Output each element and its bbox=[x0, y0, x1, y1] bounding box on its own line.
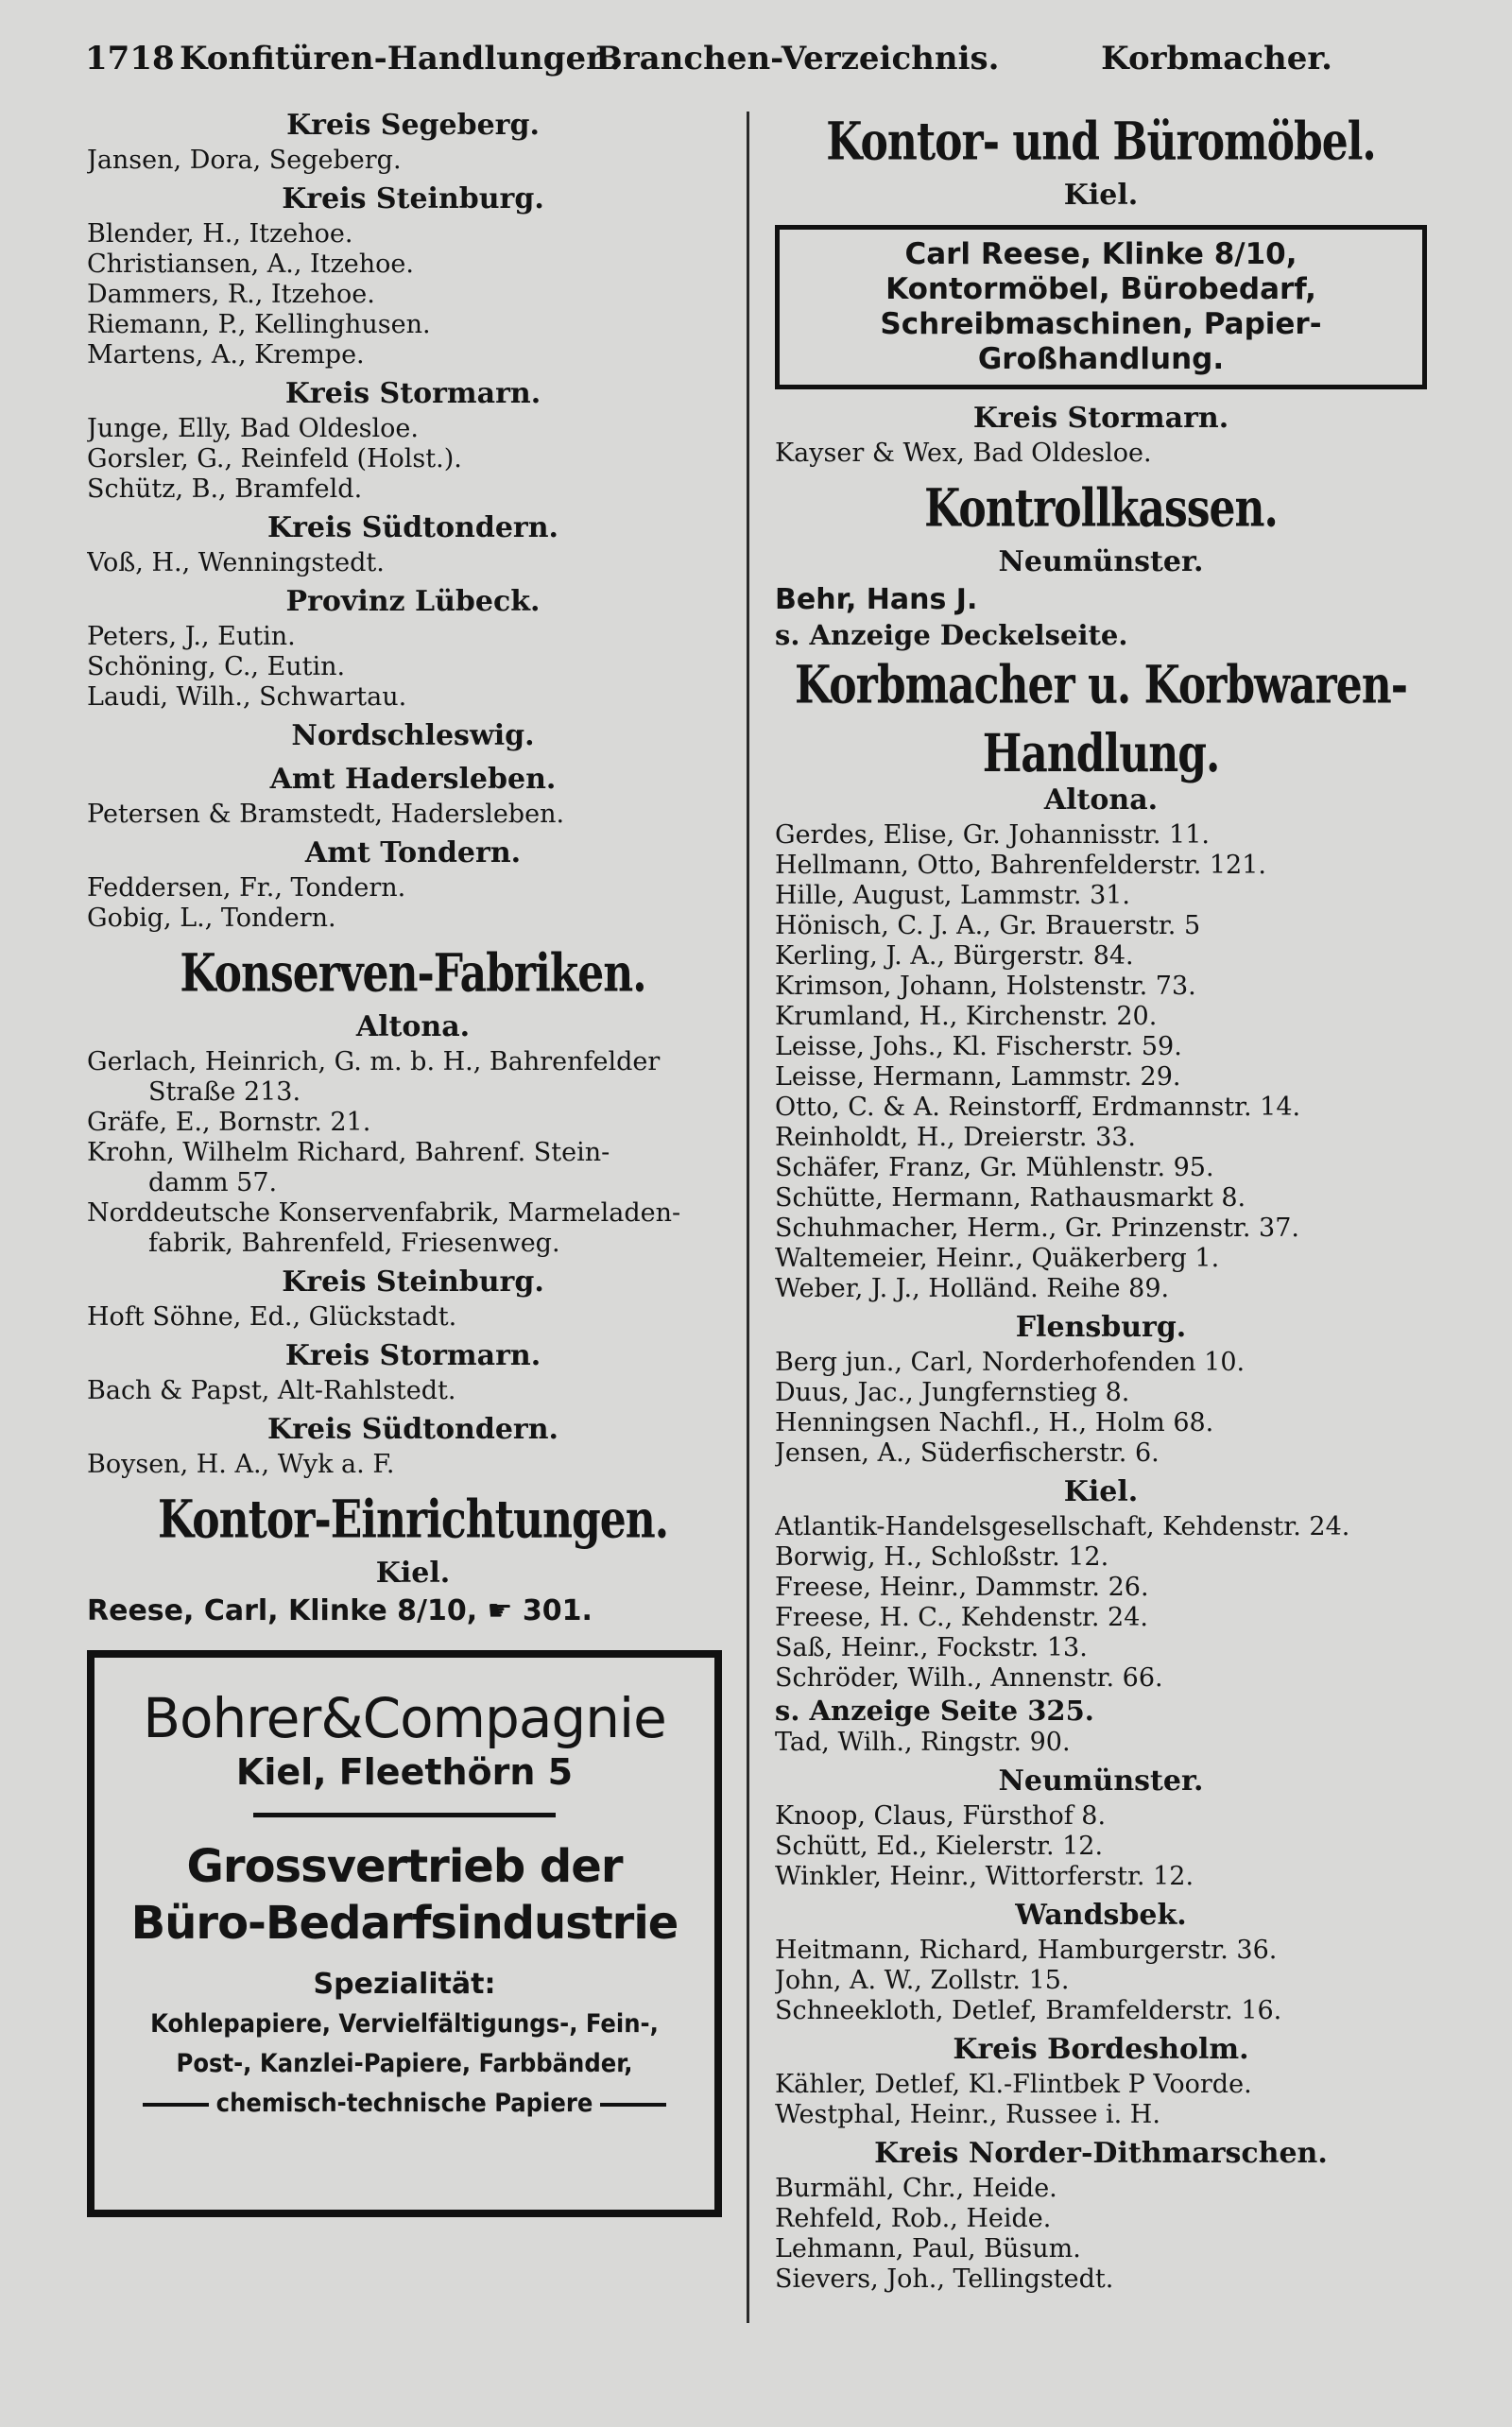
directory-entry-continuation: fabrik, Bahrenfeld, Friesenweg. bbox=[148, 1229, 560, 1258]
directory-entry: Knoop, Claus, Fürsthof 8. bbox=[775, 1801, 1107, 1831]
directory-entry: Hille, August, Lammstr. 31. bbox=[775, 881, 1131, 910]
center-title: Branchen-Verzeichnis. bbox=[595, 40, 1000, 77]
right-column bbox=[775, 102, 1427, 2295]
directory-entry: Sievers, Joh., Tellingstedt. bbox=[775, 2264, 1114, 2294]
directory-entry: Peters, J., Eutin. bbox=[87, 622, 296, 651]
directory-entry: Martens, A., Krempe. bbox=[87, 340, 365, 370]
directory-entry: Voß, H., Wenningstedt. bbox=[87, 548, 385, 577]
ad-company-name: Bohrer&Compagnie bbox=[143, 1686, 666, 1750]
directory-entry: Gerlach, Heinrich, G. m. b. H., Bahrenfelder bbox=[87, 1047, 661, 1076]
directory-entry: Schröder, Wilh., Annenstr. 66. bbox=[775, 1663, 1163, 1693]
region-heading: Kreis Südtondern. bbox=[267, 1413, 558, 1446]
category-heading: Korbmacher u. Korbwaren-Handlung. bbox=[795, 655, 1407, 784]
directory-entry: Krohn, Wilhelm Richard, Bahrenf. Stein- bbox=[87, 1138, 610, 1167]
directory-entry: Riemann, P., Kellinghusen. bbox=[87, 310, 431, 339]
box-line: Schreibmaschinen, Papier- bbox=[880, 307, 1322, 341]
category-heading: Kontor- und Büromöbel. bbox=[826, 112, 1376, 173]
region-heading: Kreis Segeberg. bbox=[286, 109, 540, 142]
region-heading: Altona. bbox=[1043, 783, 1159, 817]
directory-entry: Leisse, Hermann, Lammstr. 29. bbox=[775, 1062, 1181, 1092]
bold-entry: Reese, Carl, Klinke 8/10, ☛ 301. bbox=[87, 1594, 593, 1627]
region-heading: Kreis Bordesholm. bbox=[953, 2033, 1249, 2066]
running-title: Konfitüren-Handlungen. bbox=[180, 40, 621, 77]
box-line: Kontormöbel, Bürobedarf, bbox=[885, 272, 1316, 306]
directory-entry: Krimson, Johann, Holstenstr. 73. bbox=[775, 972, 1196, 1001]
region-heading: Amt Tondern. bbox=[304, 836, 522, 869]
directory-entry: Schöning, C., Eutin. bbox=[87, 652, 346, 681]
directory-entry: Laudi, Wilh., Schwartau. bbox=[87, 682, 407, 712]
directory-entry: Jensen, A., Süderfischerstr. 6. bbox=[775, 1438, 1160, 1468]
reference-note: s. Anzeige Deckelseite. bbox=[775, 619, 1128, 651]
directory-entry: Kayser & Wex, Bad Oldesloe. bbox=[775, 439, 1152, 468]
ad-specialty-label: Spezialität: bbox=[313, 1968, 496, 2001]
directory-entry: Schütte, Hermann, Rathausmarkt 8. bbox=[775, 1183, 1246, 1213]
directory-entry: Otto, C. & A. Reinstorff, Erdmannstr. 14. bbox=[775, 1093, 1301, 1122]
ad-line-1: Kohlepapiere, Vervielfältigungs-, Fein-, bbox=[150, 2009, 659, 2039]
ad-headline-1: Grossvertrieb der bbox=[186, 1840, 623, 1893]
page-number: 1718 bbox=[85, 40, 175, 77]
ad-line-2: Post-, Kanzlei-Papiere, Farbbänder, bbox=[176, 2049, 633, 2078]
directory-entry: Blender, H., Itzehoe. bbox=[87, 219, 353, 249]
region-heading: Kiel. bbox=[1063, 179, 1139, 212]
directory-entry: Schütz, B., Bramfeld. bbox=[87, 474, 363, 504]
directory-entry: Winkler, Heinr., Wittorferstr. 12. bbox=[775, 1862, 1194, 1891]
directory-entry: Boysen, H. A., Wyk a. F. bbox=[87, 1450, 395, 1479]
region-heading: Provinz Lübeck. bbox=[285, 585, 541, 618]
category-heading: Kontor-Einrichtungen. bbox=[157, 1489, 669, 1551]
directory-entry: Petersen & Bramstedt, Hadersleben. bbox=[87, 800, 565, 829]
directory-entry: Lehmann, Paul, Büsum. bbox=[775, 2234, 1081, 2263]
directory-entry: Gerdes, Elise, Gr. Johannisstr. 11. bbox=[775, 820, 1210, 850]
region-heading: Flensburg. bbox=[1015, 1311, 1187, 1344]
column-divider bbox=[747, 112, 749, 2323]
directory-entry: Reinholdt, H., Dreierstr. 33. bbox=[775, 1123, 1137, 1152]
region-heading: Kreis Steinburg. bbox=[282, 182, 544, 215]
box-line: Großhandlung. bbox=[977, 342, 1225, 376]
directory-entry: Christiansen, A., Itzehoe. bbox=[87, 250, 414, 279]
ad-rule bbox=[253, 1813, 556, 1817]
directory-entry: Hoft Söhne, Ed., Glückstadt. bbox=[87, 1302, 457, 1332]
region-heading: Kiel. bbox=[375, 1557, 451, 1590]
directory-entry: Junge, Elly, Bad Oldesloe. bbox=[87, 414, 419, 443]
box-line: Carl Reese, Klinke 8/10, bbox=[904, 237, 1297, 271]
directory-entry: Saß, Heinr., Fockstr. 13. bbox=[775, 1633, 1088, 1662]
bold-entry: Behr, Hans J. bbox=[775, 583, 978, 616]
region-heading: Kreis Norder-Dithmarschen. bbox=[874, 2137, 1328, 2170]
directory-entry: Henningsen Nachfl., H., Holm 68. bbox=[775, 1408, 1214, 1437]
directory-entry: Jansen, Dora, Segeberg. bbox=[87, 146, 402, 175]
directory-entry: Hönisch, C. J. A., Gr. Brauerstr. 5 bbox=[775, 911, 1201, 940]
directory-entry: Gorsler, G., Reinfeld (Holst.). bbox=[87, 444, 462, 473]
directory-entry: Hellmann, Otto, Bahrenfelderstr. 121. bbox=[775, 851, 1267, 880]
region-heading: Kreis Stormarn. bbox=[284, 1339, 541, 1372]
region-heading: Neumünster. bbox=[998, 545, 1204, 578]
ad-line-3: chemisch-technische Papiere bbox=[112, 2084, 697, 2124]
catchword: Korbmacher. bbox=[1101, 40, 1332, 77]
directory-entry: Waltemeier, Heinr., Quäkerberg 1. bbox=[775, 1244, 1220, 1273]
directory-entry: Norddeutsche Konservenfabrik, Marmeladen- bbox=[87, 1198, 681, 1228]
region-heading: Kiel. bbox=[1063, 1475, 1139, 1508]
region-heading: Wandsbek. bbox=[1015, 1899, 1187, 1932]
directory-entry: Freese, H. C., Kehdenstr. 24. bbox=[775, 1603, 1148, 1632]
directory-entry: Westphal, Heinr., Russee i. H. bbox=[775, 2100, 1160, 2129]
directory-entry: Leisse, Johs., Kl. Fischerstr. 59. bbox=[775, 1032, 1182, 1061]
region-heading: Kreis Steinburg. bbox=[282, 1265, 544, 1299]
directory-entry: Atlantik-Handelsgesellschaft, Kehdenstr. 24. bbox=[775, 1512, 1350, 1541]
directory-entry: Kerling, J. A., Bürgerstr. 84. bbox=[775, 941, 1134, 971]
directory-entry: Freese, Heinr., Dammstr. 26. bbox=[775, 1573, 1149, 1602]
directory-entry: Borwig, H., Schloßstr. 12. bbox=[775, 1542, 1109, 1572]
directory-entry-continuation: damm 57. bbox=[148, 1168, 278, 1197]
directory-entry: Weber, J. J., Holländ. Reihe 89. bbox=[775, 1274, 1170, 1303]
directory-entry: Schütt, Ed., Kielerstr. 12. bbox=[775, 1832, 1104, 1861]
reese-advertisement-box bbox=[775, 225, 1427, 389]
region-heading: Kreis Südtondern. bbox=[267, 511, 558, 544]
directory-entry: Schäfer, Franz, Gr. Mühlenstr. 95. bbox=[775, 1153, 1214, 1182]
directory-entry: Gräfe, E., Bornstr. 21. bbox=[87, 1108, 371, 1137]
directory-entry: John, A. W., Zollstr. 15. bbox=[775, 1966, 1070, 1995]
bohrer-advertisement bbox=[87, 1650, 722, 2217]
directory-entry: Burmähl, Chr., Heide. bbox=[775, 2174, 1057, 2203]
directory-entry: Tad, Wilh., Ringstr. 90. bbox=[775, 1728, 1071, 1757]
region-heading: Altona. bbox=[355, 1010, 471, 1043]
directory-entry: Rehfeld, Rob., Heide. bbox=[775, 2204, 1052, 2233]
directory-entry-continuation: Straße 213. bbox=[148, 1077, 301, 1107]
region-heading: Amt Hadersleben. bbox=[269, 763, 557, 796]
ad-headline-2: Büro-Bedarfsindustrie bbox=[130, 1897, 679, 1950]
reference-note: s. Anzeige Seite 325. bbox=[775, 1695, 1094, 1727]
directory-entry: Krumland, H., Kirchenstr. 20. bbox=[775, 1002, 1158, 1031]
left-column bbox=[87, 102, 739, 2217]
region-heading: Kreis Stormarn. bbox=[972, 402, 1229, 435]
directory-entry: Heitmann, Richard, Hamburgerstr. 36. bbox=[775, 1936, 1278, 1965]
directory-entry: Schuhmacher, Herm., Gr. Prinzenstr. 37. bbox=[775, 1214, 1299, 1243]
ad-address: Kiel, Fleethörn 5 bbox=[235, 1751, 574, 1793]
directory-entry: Gobig, L., Tondern. bbox=[87, 904, 336, 933]
region-heading: Nordschleswig. bbox=[291, 719, 535, 752]
directory-entry: Feddersen, Fr., Tondern. bbox=[87, 873, 406, 903]
category-heading: Kontrollkassen. bbox=[924, 478, 1278, 540]
directory-entry: Berg jun., Carl, Norderhofenden 10. bbox=[775, 1348, 1246, 1377]
directory-entry: Kähler, Detlef, Kl.-Flintbek P Voorde. bbox=[775, 2070, 1252, 2099]
region-heading: Neumünster. bbox=[998, 1764, 1204, 1798]
category-heading: Konserven-Fabriken. bbox=[180, 943, 646, 1005]
region-heading: Kreis Stormarn. bbox=[284, 377, 541, 410]
directory-entry: Duus, Jac., Jungfernstieg 8. bbox=[775, 1378, 1130, 1407]
directory-entry: Dammers, R., Itzehoe. bbox=[87, 280, 375, 309]
directory-entry: Bach & Papst, Alt-Rahlstedt. bbox=[87, 1376, 456, 1405]
directory-entry: Schneekloth, Detlef, Bramfelderstr. 16. bbox=[775, 1996, 1282, 2025]
page-header bbox=[85, 40, 1332, 85]
